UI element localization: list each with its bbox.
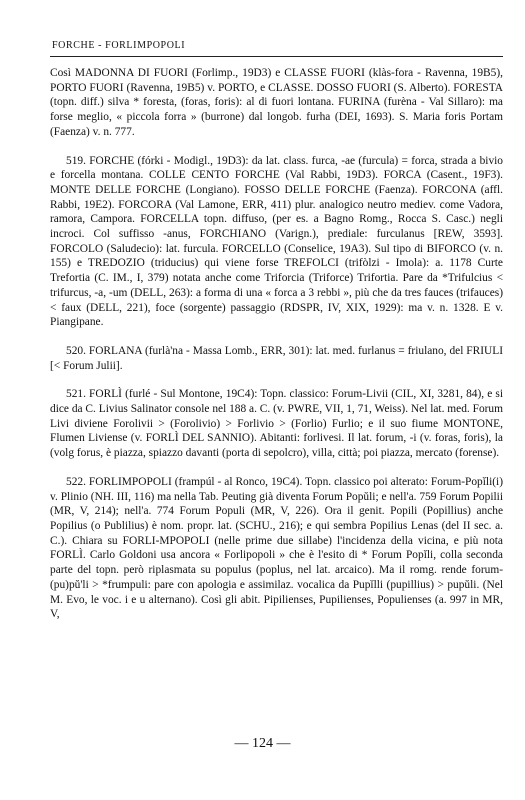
entry-522-forlimpopoli: 522. FORLIMPOPOLI (frampúl - al Ronco, 19C4). Topn. classico poi alterato: Forum-Popĭli(i) v. Plinio (NH. III, 116) ma nella Tab. Peuting già diventa Forum Popŭli; e nell'a. 759 Forum Popilii (MR, V, 214); nell'a. 774 Forum Populi (MR, V, 226). Ora il genit. Popili (Popillius) anche Popilius (o Publilius) è nom. propr. lat. (SCHU., 216); e qui sembra Popilius Lenas (del II sec. a. C.). Chiara su FORLI-MPOPOLI (nelle prime due sillabe) l'incidenza della vicina, e più nota FORLÌ. Carlo Goldoni usa ancora « Forlipopoli » che è l'esito di * Forum Popĭli, colla seconda parte del topn. però riplasmata su populus (poplus, nel lat. arcaico). Ma il romg. rende forum-(pu)pŭ'li > *frumpuli: pare con apologia e assimilaz. vocalica da Pupĭlli (pupillius) > pupŭli. (Nel M. Evo, le voc. i e u alternano). Così gli abit. Pipilienses, Pupilienses, Populienses (a. 997 in MR, V, [50, 475, 503, 621]
running-title: FORCHE - FORLIMPOPOLI [52, 40, 186, 51]
entry-521-forli: 521. FORLÌ (furlé - Sul Montone, 19C4): Topn. classico: Forum-Livii (CIL, XI, 3281, 84), e si dice da C. Livius Salinator console nel 188 a. C. (v. PWRE, VII, 1, 71, Weiss). Nel lat. med. Forum Livi diviene Forolivii > (Forolivio) > Forlivio > (Forlio) Furlio; e il suo fiume MONTONE, Flumen Liviense (v. FORLÌ DEL SANNIO). Abitanti: forlivesi. Il lat. forum, -i (v. foras, foris), la (volg forus, è piazza, spiazzo davanti (porta di sepolcro), villa, città; poi piazza, mercato (forense). [50, 388, 503, 460]
header-rule [50, 56, 503, 57]
entry-519-forche: 519. FORCHE (fórki - Modigl., 19D3): da lat. class. furca, -ae (furcula) = forca, strada a bivio e forcella montana. COLLE CENTO FORCHE (Val Rabbi, 19D3). FORCA (Casent., 19F3). MONTE DELLE FORCHE (Longiano). FOSSO DELLE FORCHE (Faenza). FORCONA (affl. Rabbi, 19E2). FORCORA (Val Lamone, ERR, 411) plur. analogico neutro mediev. come Vadora, ramora, Campora. FORCELLA topn. diffuso, (per es. a Bagno Romg., Rocca S. Casc.) negli incroci. Col suffisso -anus, FORCHIANO (Varign.), prediale: furculanus [REW, 3593]. FORCOLO (Saludecio): lat. furcula. FORCELLO (Conselice, 19A3). Sul tipo di BIFORCO (v. n. 155) e TREDOZIO (triducius) qui viene forse TREFOLCI (trifòlzi - Imola): a. 1178 Curte Trefortia (C. IM., I, 379) notata anche come Triforcia (Triforce) Trifortia. Pare da *Trifulcius < trifurcus, -a, -um (DELL, 263): a forma di una « forca a 3 rebbi », più che da tres fauces (trifauces) < faux (DELL, 221), foce (sorgente) passaggio (RDSPR, IV, XIX, 1929): ma v. n. 1328. E v. Piangipane. [50, 154, 503, 329]
entry-520-forlana: 520. FORLANA (furlà'na - Massa Lomb., ERR, 301): lat. med. furlanus = friulano, del FRIULI [< Forum Julii]. [50, 344, 503, 372]
page-body [50, 66, 503, 622]
page-number: — 124 — [234, 736, 291, 751]
entry-fuori-continuation: Così MADONNA DI FUORI (Forlimp., 19D3) e CLASSE FUORI (klàs-fora - Ravenna, 19B5), PORTO FUORI (Ravenna, 19B5) v. PORTO, e CLASSE. DOSSO FUORI (S. Alberto). FORESTA (topn. diff.) silva * foresta, (foras, foris): al di fuori lontana. FURINA (furèna - Val Sillaro): ma forse meglio, « piccola forra » (burrone) dal longob. furha (DEI, 1693). S. Maria foris Portam (Faenza) v. n. 777. [50, 67, 503, 138]
